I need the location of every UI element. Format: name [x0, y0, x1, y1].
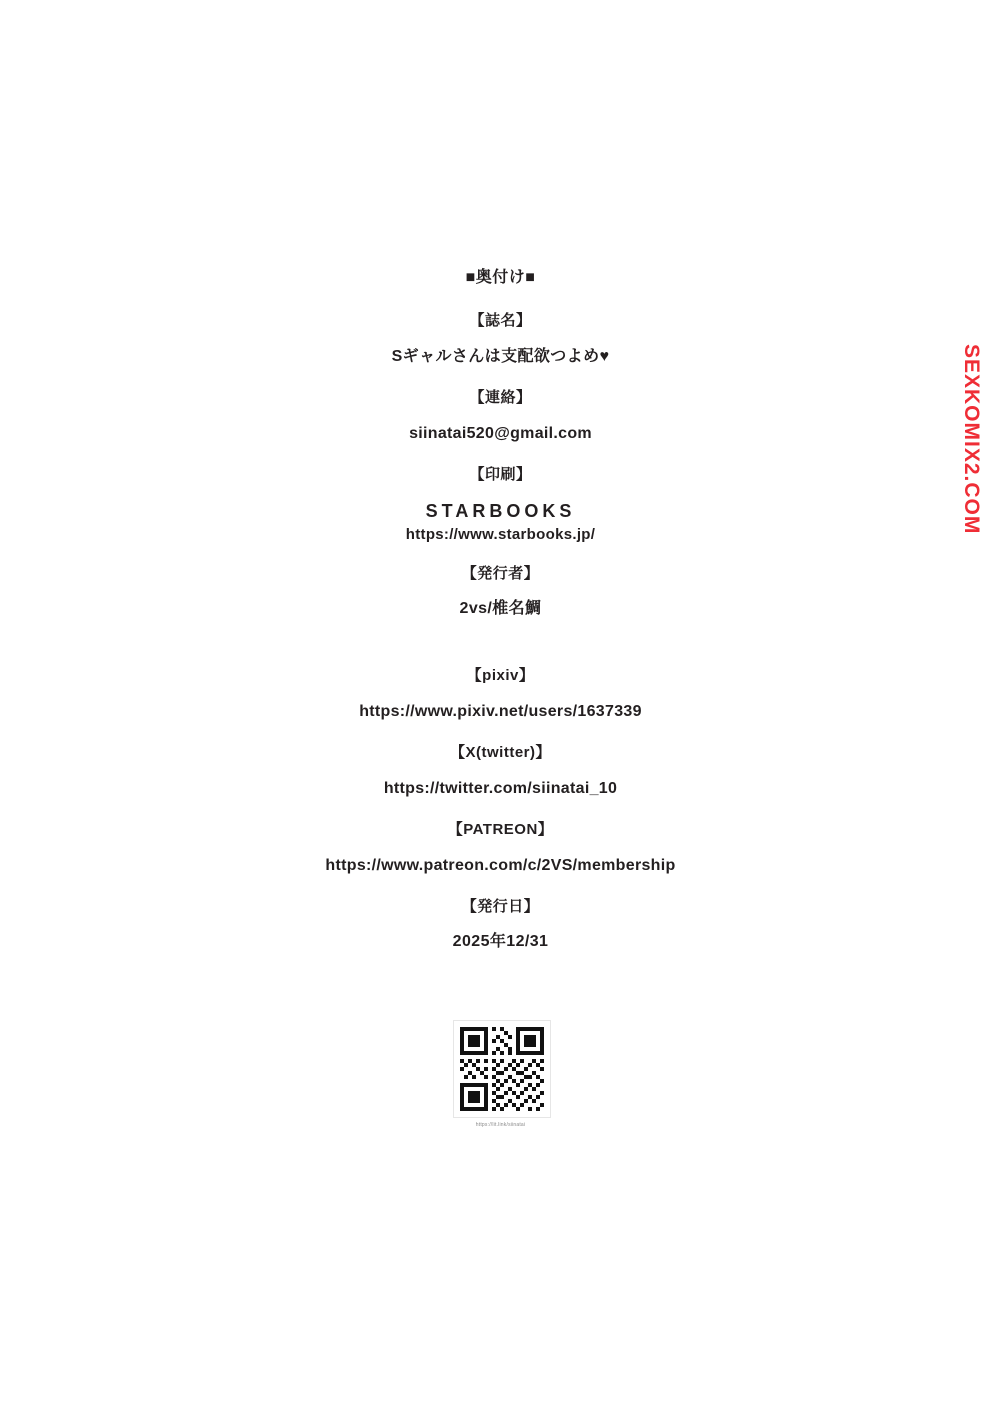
value-printer-name: STARBOOKS [425, 501, 576, 522]
site-watermark: SEXKOMIX2.COM [960, 344, 983, 535]
label-twitter: 【X(twitter)】 [450, 744, 551, 761]
qr-code-image [453, 1020, 551, 1118]
label-patreon: 【PATREON】 [447, 820, 554, 838]
colophon-heading: ■奥付け■ [465, 269, 536, 286]
label-printing: 【印刷】 [469, 465, 532, 483]
value-twitter-url: https://twitter.com/siinatai_10 [383, 779, 618, 797]
label-publisher: 【発行者】 [461, 564, 540, 582]
value-printer-url: https://www.starbooks.jp/ [405, 525, 596, 543]
value-publisher: 2vs/椎名鯛 [459, 600, 542, 618]
qr-code-caption: https://lit.link/siinatai [475, 1122, 526, 1128]
value-publish-date: 2025年12/31 [452, 933, 549, 951]
section-spacer [0, 641, 1001, 667]
label-pixiv: 【pixiv】 [466, 667, 535, 685]
label-contact: 【連絡】 [469, 388, 532, 406]
colophon-block [0, 268, 1001, 974]
value-contact-email: siinatai520@gmail.com [409, 424, 592, 442]
qr-code-svg [460, 1027, 544, 1111]
label-publish-date: 【発行日】 [461, 897, 540, 915]
label-title: 【誌名】 [469, 312, 532, 329]
value-title: Sギャルさんは支配欲つよめ♥ [391, 347, 610, 365]
value-patreon-url: https://www.patreon.com/c/2VS/membership [325, 856, 676, 874]
qr-code-block [453, 1020, 549, 1128]
value-pixiv-url: https://www.pixiv.net/users/1637339 [359, 703, 642, 720]
